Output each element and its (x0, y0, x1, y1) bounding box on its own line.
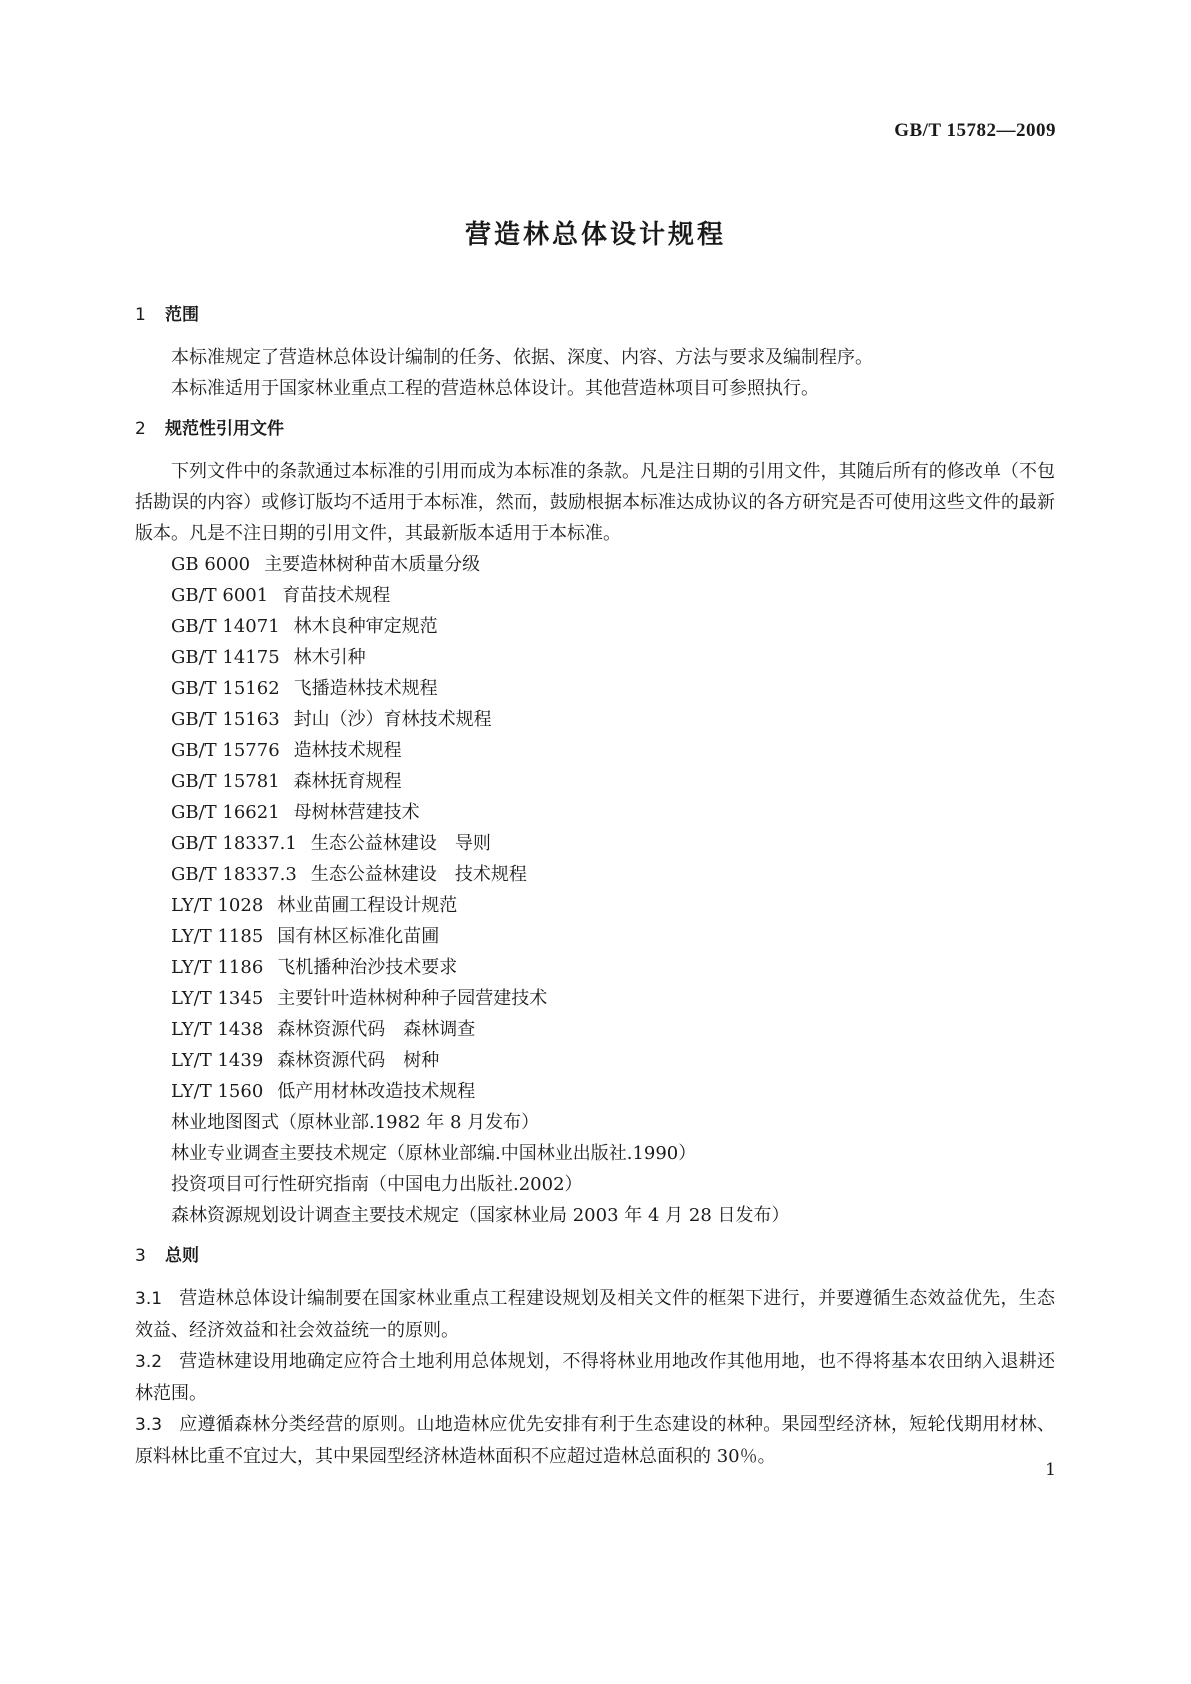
clause-number: 3.1 (135, 1289, 163, 1309)
reference-list (135, 549, 1055, 1231)
reference-title: 森林资源代码 森林调查 (277, 1019, 476, 1040)
reference-title: 飞机播种治沙技术要求 (277, 957, 458, 978)
reference-code: LY/T 1560 (171, 1081, 264, 1102)
reference-item (135, 1200, 1055, 1231)
reference-item (135, 1045, 1055, 1076)
reference-title: 森林抚育规程 (293, 771, 402, 792)
reference-title: 生态公益林建设 技术规程 (310, 864, 527, 885)
section-number: 3 (135, 1246, 146, 1266)
clause-text: 营造林总体设计编制要在国家林业重点工程建设规划及相关文件的框架下进行，并要遵循生态效益优先，生态效益、经济效益和社会效益统一的原则。 (135, 1288, 1055, 1341)
reference-item (135, 642, 1055, 673)
reference-item (135, 704, 1055, 735)
clause (135, 1409, 1055, 1472)
reference-item (135, 735, 1055, 766)
clause-number: 3.3 (135, 1415, 163, 1435)
reference-code: LY/T 1186 (171, 957, 264, 978)
reference-code: GB 6000 (171, 554, 251, 575)
reference-item (135, 952, 1055, 983)
reference-item (135, 828, 1055, 859)
reference-item (135, 1138, 1055, 1169)
reference-code: GB/T 15781 (171, 771, 280, 792)
clause-text: 营造林建设用地确定应符合土地利用总体规划，不得将林业用地改作其他用地，也不得将基本农田纳入退耕还林范围。 (135, 1351, 1055, 1404)
reference-title: 封山（沙）育林技术规程 (293, 709, 492, 730)
reference-item (135, 859, 1055, 890)
reference-item (135, 549, 1055, 580)
reference-title: 育苗技术规程 (282, 585, 391, 606)
reference-title: 母树林营建技术 (293, 802, 420, 823)
section-title: 规范性引用文件 (165, 419, 284, 439)
references-intro-paragraph: 下列文件中的条款通过本标准的引用而成为本标准的条款。凡是注日期的引用文件，其随后所有的修改单（不包括勘误的内容）或修订版均不适用于本标准，然而，鼓励根据本标准达成协议的各方研究是否可使用这些文件的最新版本。凡是不注日期的引用文件，其最新版本适用于本标准。 (135, 461, 1055, 544)
reference-code: GB/T 14071 (171, 616, 280, 637)
reference-item (135, 890, 1055, 921)
section-title: 总则 (165, 1246, 199, 1266)
document-body (135, 300, 1055, 1472)
reference-code: LY/T 1185 (171, 926, 264, 947)
reference-code: LY/T 1438 (171, 1019, 264, 1040)
reference-title: 林木引种 (293, 647, 366, 668)
scope-paragraph: 本标准规定了营造林总体设计编制的任务、依据、深度、内容、方法与要求及编制程序。 (171, 347, 873, 368)
reference-code: LY/T 1439 (171, 1050, 264, 1071)
reference-code: GB/T 18337.3 (171, 864, 297, 885)
reference-item (135, 921, 1055, 952)
reference-title: 造林技术规程 (293, 740, 402, 761)
reference-code: LY/T 1028 (171, 895, 264, 916)
reference-item (135, 797, 1055, 828)
section-number: 2 (135, 419, 146, 439)
page-number: 1 (1045, 1460, 1056, 1480)
section-number: 1 (135, 305, 146, 325)
clause (135, 1346, 1055, 1409)
reference-title: 主要造林树种苗木质量分级 (264, 554, 481, 575)
reference-title: 森林资源代码 树种 (277, 1050, 440, 1071)
reference-title: 林业地图图式（原林业部.1982 年 8 月发布） (171, 1112, 540, 1133)
reference-title: 森林资源规划设计调查主要技术规定（国家林业局 2003 年 4 月 28 日发布） (171, 1205, 790, 1226)
reference-code: GB/T 16621 (171, 802, 280, 823)
reference-title: 飞播造林技术规程 (293, 678, 438, 699)
reference-item (135, 1107, 1055, 1138)
reference-code: GB/T 15163 (171, 709, 280, 730)
standard-number: GB/T 15782—2009 (894, 120, 1056, 141)
reference-item (135, 983, 1055, 1014)
reference-title: 林业苗圃工程设计规范 (277, 895, 458, 916)
reference-title: 投资项目可行性研究指南（中国电力出版社.2002） (171, 1174, 583, 1195)
section-heading-scope (135, 300, 1055, 330)
reference-title: 生态公益林建设 导则 (310, 833, 491, 854)
clause (135, 1283, 1055, 1346)
reference-code: GB/T 6001 (171, 585, 269, 606)
reference-item (135, 673, 1055, 704)
document-title: 营造林总体设计规程 (464, 220, 726, 250)
clause-text: 应遵循森林分类经营的原则。山地造林应优先安排有利于生态建设的林种。果园型经济林，短轮伐期用材林、原料林比重不宜过大，其中果园型经济林造林面积不应超过造林总面积的 30％。 (135, 1414, 1055, 1467)
reference-item (135, 1076, 1055, 1107)
reference-code: LY/T 1345 (171, 988, 264, 1009)
reference-code: GB/T 14175 (171, 647, 280, 668)
reference-title: 国有林区标准化苗圃 (277, 926, 440, 947)
reference-title: 低产用材林改造技术规程 (277, 1081, 476, 1102)
reference-item (135, 1169, 1055, 1200)
reference-item (135, 580, 1055, 611)
reference-code: GB/T 15162 (171, 678, 280, 699)
reference-item (135, 766, 1055, 797)
clause-number: 3.2 (135, 1352, 163, 1372)
reference-code: GB/T 18337.1 (171, 833, 297, 854)
reference-title: 主要针叶造林树种种子园营建技术 (277, 988, 548, 1009)
reference-item (135, 611, 1055, 642)
section-heading-normative-references (135, 414, 1055, 444)
reference-title: 林木良种审定规范 (293, 616, 438, 637)
scope-paragraph: 本标准适用于国家林业重点工程的营造林总体设计。其他营造林项目可参照执行。 (171, 378, 819, 399)
section-heading-general (135, 1241, 1055, 1271)
reference-code: GB/T 15776 (171, 740, 280, 761)
reference-item (135, 1014, 1055, 1045)
section-title: 范围 (165, 305, 199, 325)
reference-title: 林业专业调查主要技术规定（原林业部编.中国林业出版社.1990） (171, 1143, 697, 1164)
